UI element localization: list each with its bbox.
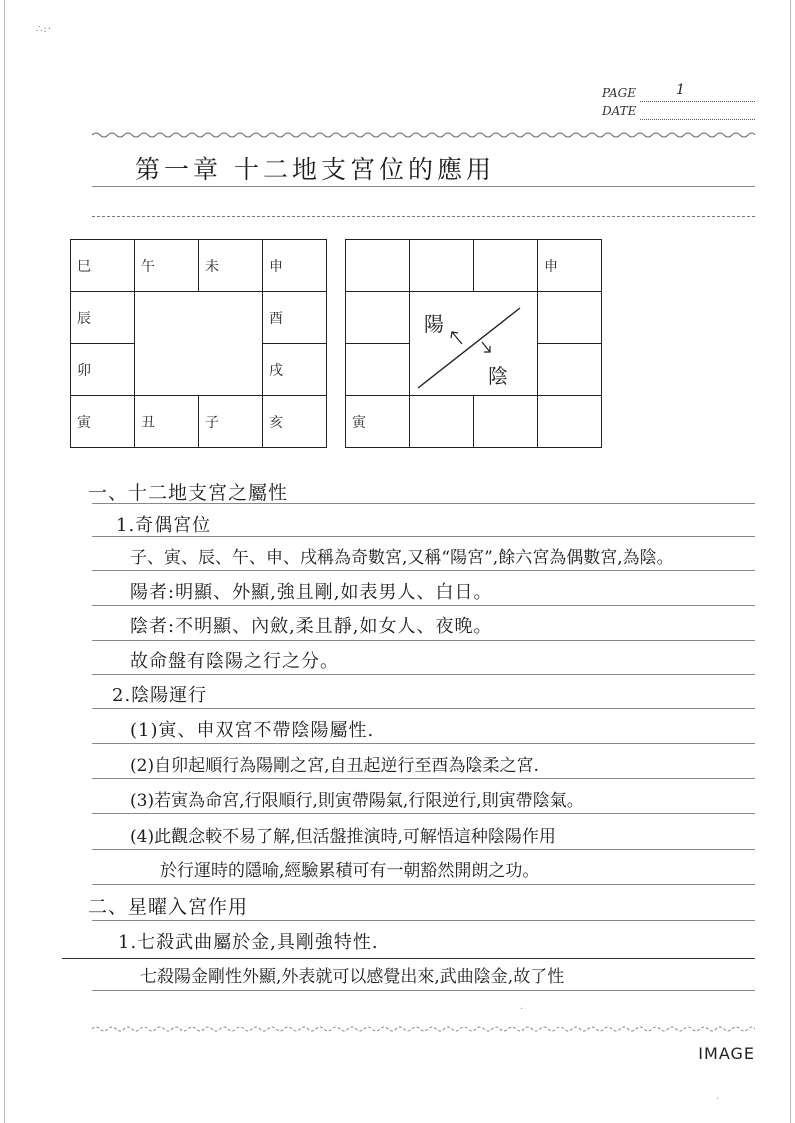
palace-cell <box>346 344 410 396</box>
body-line: 故命盤有陰陽之行之分。 <box>130 651 339 672</box>
ruled-line <box>92 708 755 709</box>
subsection-heading: 1.七殺武曲屬於金,具剛強特性. <box>118 932 379 953</box>
palace-chen: 辰 <box>77 310 91 327</box>
ruled-line <box>92 884 755 885</box>
palace-cell <box>135 396 199 448</box>
palace-cell <box>263 292 327 344</box>
section-heading: 二、星曜入宮作用 <box>88 896 249 918</box>
palace-cell <box>410 240 474 292</box>
palace-cell <box>199 240 263 292</box>
palace-cell <box>71 240 135 292</box>
scan-speck: · <box>716 1094 720 1105</box>
palace-xu: 戌 <box>269 362 283 379</box>
ruled-line <box>92 570 755 571</box>
page-frame-left <box>4 0 5 1123</box>
palace-shen: 申 <box>544 258 558 275</box>
palace-wei: 未 <box>205 258 219 275</box>
subsection-heading: 1.奇偶宮位 <box>116 515 212 536</box>
palace-hai: 亥 <box>269 414 283 431</box>
yin-label: 陰 <box>488 364 509 388</box>
palace-you: 酉 <box>269 310 283 327</box>
palace-zi: 子 <box>205 414 219 431</box>
palace-cell <box>538 396 602 448</box>
palace-cell <box>71 396 135 448</box>
palace-yin: 寅 <box>352 414 366 431</box>
ruled-line <box>92 920 755 921</box>
ruled-line <box>92 778 755 779</box>
palace-cell <box>410 396 474 448</box>
yang-label: 陽 <box>424 312 445 336</box>
body-line: (2)自卯起順行為陽剛之宮,自丑起逆行至酉為陰柔之宮. <box>130 756 539 776</box>
palace-si: 巳 <box>77 258 91 275</box>
date-underline <box>640 119 755 120</box>
ruled-line <box>92 605 755 606</box>
palace-cell <box>263 344 327 396</box>
page-label: PAGE <box>602 86 636 100</box>
body-line: 子、寅、辰、午、申、戌稱為奇數宮,又稱“陽宮”,餘六宮為偶數宮,為陰。 <box>130 548 674 568</box>
palace-cell <box>346 292 410 344</box>
ruled-line <box>92 503 755 504</box>
subsection-heading: 2.陰陽運行 <box>112 685 208 706</box>
page-underline <box>640 101 755 102</box>
palace-wu: 午 <box>141 258 155 275</box>
section-heading: 一、十二地支宮之屬性 <box>88 482 289 504</box>
scan-mark: ∴:· <box>36 24 52 35</box>
palace-cell <box>346 240 410 292</box>
ruled-line <box>92 849 755 850</box>
palace-cell <box>538 240 602 292</box>
palace-cell <box>474 240 538 292</box>
ruled-line <box>92 186 755 187</box>
palace-cell <box>538 344 602 396</box>
palace-cell <box>346 396 410 448</box>
ruled-line <box>92 743 755 744</box>
wavy-border-bottom <box>92 1025 755 1033</box>
palace-chart-left <box>70 239 327 448</box>
palace-yin: 寅 <box>77 414 91 431</box>
palace-cell <box>263 240 327 292</box>
palace-cell <box>71 344 135 396</box>
chart-center <box>135 292 263 396</box>
palace-cell <box>71 292 135 344</box>
page-number: 1 <box>676 82 685 98</box>
body-line: 於行運時的隱喻,經驗累積可有一朝豁然開朗之功。 <box>160 861 540 881</box>
ruled-line <box>92 216 755 217</box>
page-frame-right <box>790 0 791 1123</box>
ruled-line <box>92 674 755 675</box>
ruled-line <box>92 536 755 537</box>
wavy-border-top <box>92 131 755 139</box>
ruled-line <box>92 640 755 641</box>
palace-mao: 卯 <box>77 362 91 379</box>
palace-cell <box>263 396 327 448</box>
body-line: 陽者:明顯、外顯,強且剛,如表男人、白日。 <box>130 582 493 603</box>
body-line: 七殺陽金剛性外顯,外表就可以感覺出來,武曲陰金,故了性 <box>140 967 565 987</box>
palace-chou: 丑 <box>141 414 155 431</box>
ruled-line <box>92 990 755 991</box>
ruled-line <box>92 813 755 814</box>
palace-cell <box>474 396 538 448</box>
palace-cell <box>199 396 263 448</box>
body-line: (3)若寅為命宮,行限順行,則寅帶陽氣,行限逆行,則寅帶陰氣。 <box>130 791 584 811</box>
ruled-line <box>62 958 755 959</box>
body-line: (4)此觀念較不易了解,但活盤推演時,可解悟這种陰陽作用 <box>130 827 556 847</box>
scan-speck: · <box>520 1004 524 1015</box>
palace-cell <box>538 292 602 344</box>
palace-cell <box>135 240 199 292</box>
date-label: DATE <box>602 104 637 118</box>
chapter-title: 第一章 十二地支宮位的應用 <box>135 155 495 184</box>
body-line: 陰者:不明顯、內斂,柔且靜,如女人、夜晚。 <box>130 616 493 637</box>
brand-logo: IMAGE <box>698 1044 755 1063</box>
palace-shen: 申 <box>269 258 283 275</box>
body-line: (1)寅、申双宮不帶陰陽屬性. <box>130 720 375 741</box>
